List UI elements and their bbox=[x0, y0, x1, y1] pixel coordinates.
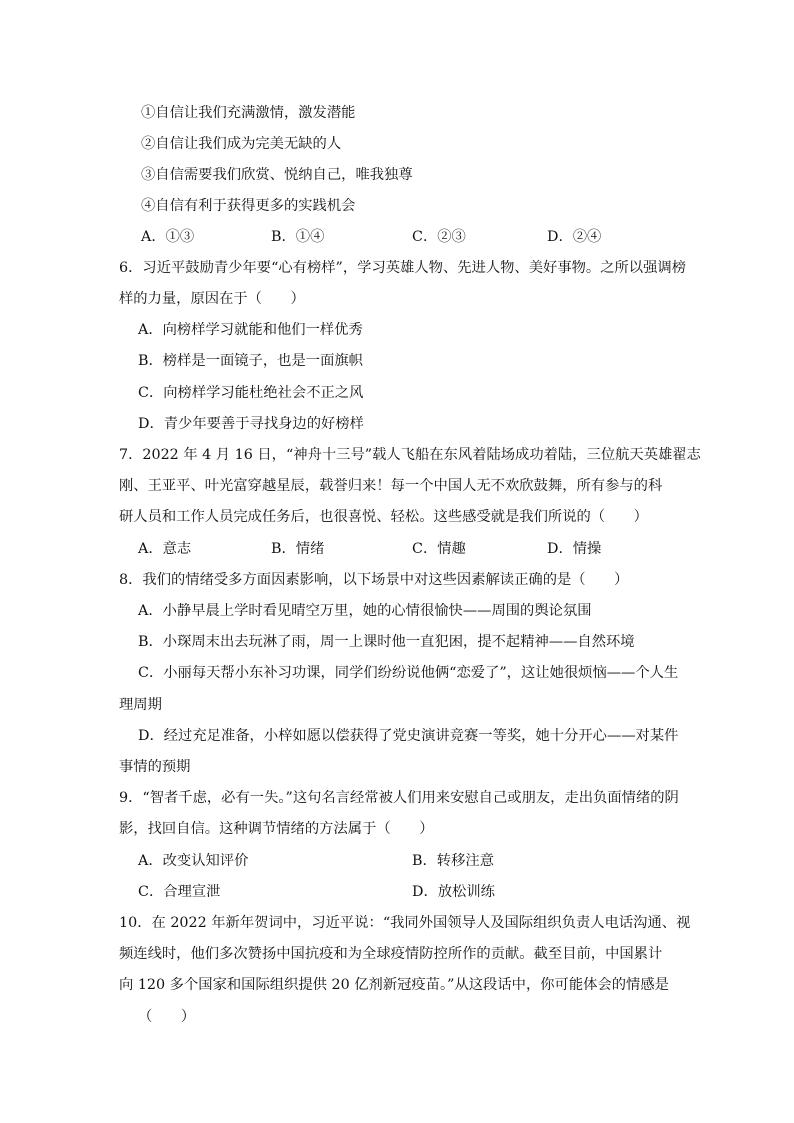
q6-stem-line-2: 样的力量，原因在于（ ） bbox=[119, 291, 305, 307]
q5-statement-2: ②自信让我们成为完美无缺的人 bbox=[141, 136, 342, 152]
q6-option-a: A．向榜样学习就能和他们一样优秀 bbox=[138, 322, 363, 338]
q7-option-b: B．情绪 bbox=[271, 541, 325, 557]
q10-stem-line-3: 向 120 多个国家和国际组织提供 20 亿剂新冠疫苗。”从这段话中，你可能体会的情感是 bbox=[119, 977, 669, 993]
q6-option-b: B．榜样是一面镜子，也是一面旗帜 bbox=[138, 353, 363, 369]
q10-stem-line-2: 频连线时，他们多次赞扬中国抗疫和为全球疫情防控所作的贡献。截至目前，中国累计 bbox=[119, 946, 663, 962]
q8-option-c-line-2: 理周期 bbox=[119, 697, 162, 713]
q8-option-c-line-1: C．小丽每天帮小东补习功课，同学们纷纷说他俩“恋爱了”，这让她很烦恼——个人生 bbox=[138, 665, 679, 681]
q9-stem-line-1: 9．“智者千虑，必有一失。”这句名言经常被人们用来安慰自己或朋友，走出负面情绪的阴 bbox=[119, 790, 679, 806]
q8-stem-line-1: 8．我们的情绪受多方面因素影响，以下场景中对这些因素解读正确的是（ ） bbox=[119, 572, 629, 588]
q5-option-b: B．①④ bbox=[271, 229, 325, 245]
q5-option-c: C．②③ bbox=[412, 229, 466, 245]
q5-statement-1: ①自信让我们充满激情，激发潜能 bbox=[141, 105, 356, 121]
q7-option-a: A．意志 bbox=[138, 541, 192, 557]
q10-stem-line-4: （ ） bbox=[138, 1009, 196, 1025]
q9-option-b: B．转移注意 bbox=[412, 853, 494, 869]
q9-option-d: D．放松训练 bbox=[412, 884, 495, 900]
q5-statement-4: ④自信有利于获得更多的实践机会 bbox=[141, 198, 356, 214]
q6-option-d: D．青少年要善于寻找身边的好榜样 bbox=[138, 416, 364, 432]
q5-option-d: D．②④ bbox=[547, 229, 602, 245]
q5-statement-3: ③自信需要我们欣赏、悦纳自己，唯我独尊 bbox=[141, 167, 413, 183]
q9-option-a: A．改变认知评价 bbox=[138, 853, 249, 869]
q7-stem-line-2: 刚、王亚平、叶光富穿越星辰，载誉归来！每一个中国人无不欢欣鼓舞，所有参与的科 bbox=[119, 478, 663, 494]
q7-stem-line-3: 研人员和工作人员完成任务后，也很喜悦、轻松。这些感受就是我们所说的（ ） bbox=[119, 509, 648, 525]
q7-stem-line-1: 7．2022 年 4 月 16 日，“神舟十三号”载人飞船在东风着陆场成功着陆，三位航天英雄翟志 bbox=[119, 447, 701, 463]
q6-stem-line-1: 6．习近平鼓励青少年要“心有榜样”，学习英雄人物、先进人物、美好事物。之所以强调榜 bbox=[119, 260, 686, 276]
q9-stem-line-2: 影，找回自信。这种调节情绪的方法属于（ ） bbox=[119, 821, 434, 837]
q7-option-d: D．情操 bbox=[547, 541, 602, 557]
q10-stem-line-1: 10．在 2022 年新年贺词中，习近平说：“我同外国领导人及国际组织负责人电话沟通、视 bbox=[119, 915, 691, 931]
q8-option-b: B．小琛周末出去玩淋了雨，周一上课时他一直犯困，提不起精神——自然环境 bbox=[138, 634, 635, 650]
q6-option-c: C．向榜样学习能杜绝社会不正之风 bbox=[138, 385, 364, 401]
q8-option-d-line-2: 事情的预期 bbox=[119, 759, 191, 775]
q8-option-d-line-1: D．经过充足准备，小梓如愿以偿获得了党史演讲竞赛一等奖，她十分开心——对某件 bbox=[138, 728, 679, 744]
q8-option-a: A．小静早晨上学时看见晴空万里，她的心情很愉快——周围的舆论氛围 bbox=[138, 603, 592, 619]
q7-option-c: C．情趣 bbox=[412, 541, 466, 557]
q5-option-a: A．①③ bbox=[141, 229, 195, 245]
q9-option-c: C．合理宣泄 bbox=[138, 884, 221, 900]
